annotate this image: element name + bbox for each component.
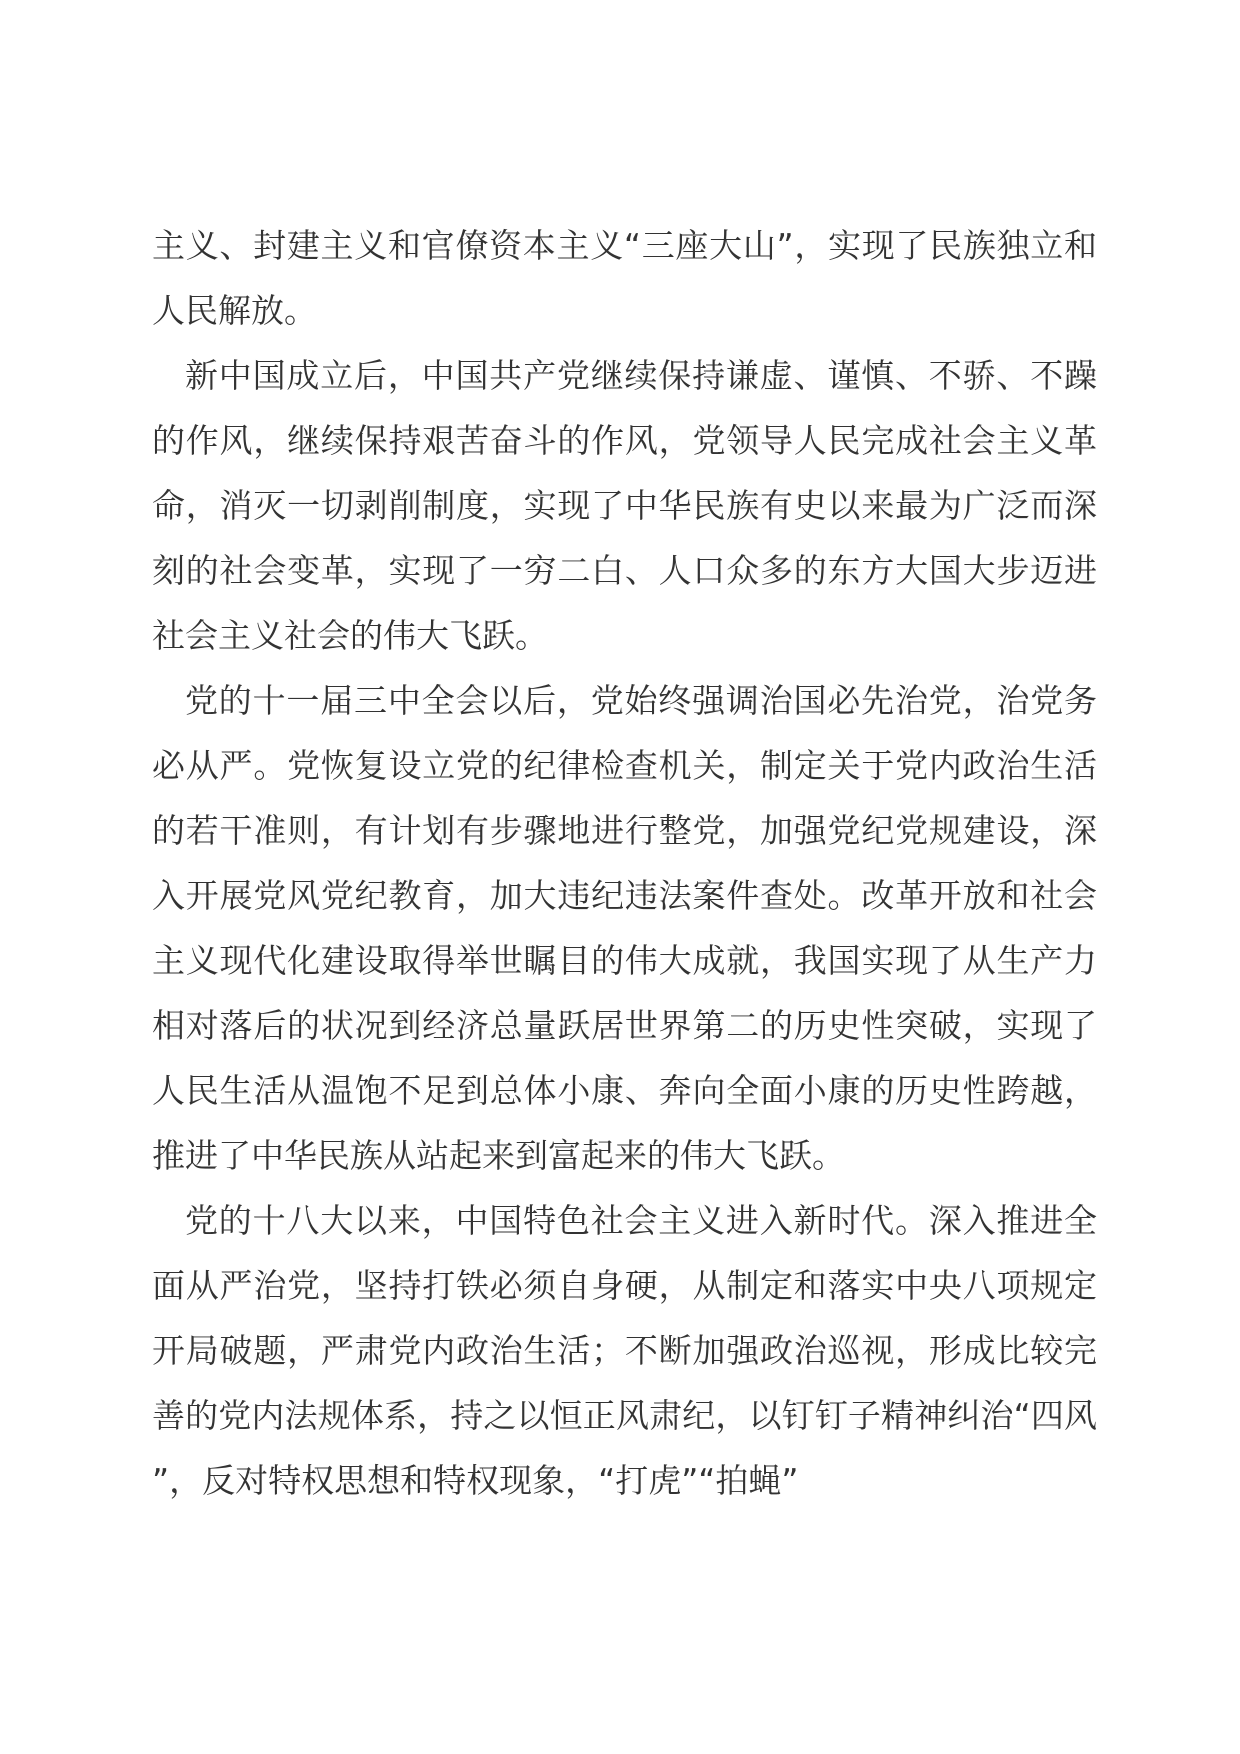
paragraph-continuation: 主义、封建主义和官僚资本主义“三座大山”，实现了民族独立和人民解放。	[152, 226, 1097, 330]
document-body	[152, 213, 1097, 1513]
paragraph-reform-era: 党的十一届三中全会以后，党始终强调治国必先治党，治党务必从严。党恢复设立党的纪律检查机关，制定关于党内政治生活的若干准则，有计划有步骤地进行整党，加强党纪党规建设，深入开展党风党纪教育，加大违纪违法案件查处。改革开放和社会主义现代化建设取得举世瞩目的伟大成就，我国实现了从生产力相对落后的状况到经济总量跃居世界第二的历史性突破，实现了人民生活从温饱不足到总体小康、奔向全面小康的历史性跨越，推进了中华民族从站起来到富起来的伟大飞跃。	[152, 681, 1097, 1175]
paragraph-new-china: 新中国成立后，中国共产党继续保持谦虚、谨慎、不骄、不躁的作风，继续保持艰苦奋斗的作风，党领导人民完成社会主义革命，消灭一切剥削制度，实现了中华民族有史以来最为广泛而深刻的社会变革，实现了一穷二白、人口众多的东方大国大步迈进社会主义社会的伟大飞跃。	[152, 356, 1097, 655]
paragraph-new-era: 党的十八大以来，中国特色社会主义进入新时代。深入推进全面从严治党，坚持打铁必须自身硬，从制定和落实中央八项规定开局破题，严肃党内政治生活；不断加强政治巡视，形成比较完善的党内法规体系，持之以恒正风肃纪，以钉钉子精神纠治“四风”，反对特权思想和特权现象，“打虎”“拍蝇”	[152, 1201, 1097, 1500]
